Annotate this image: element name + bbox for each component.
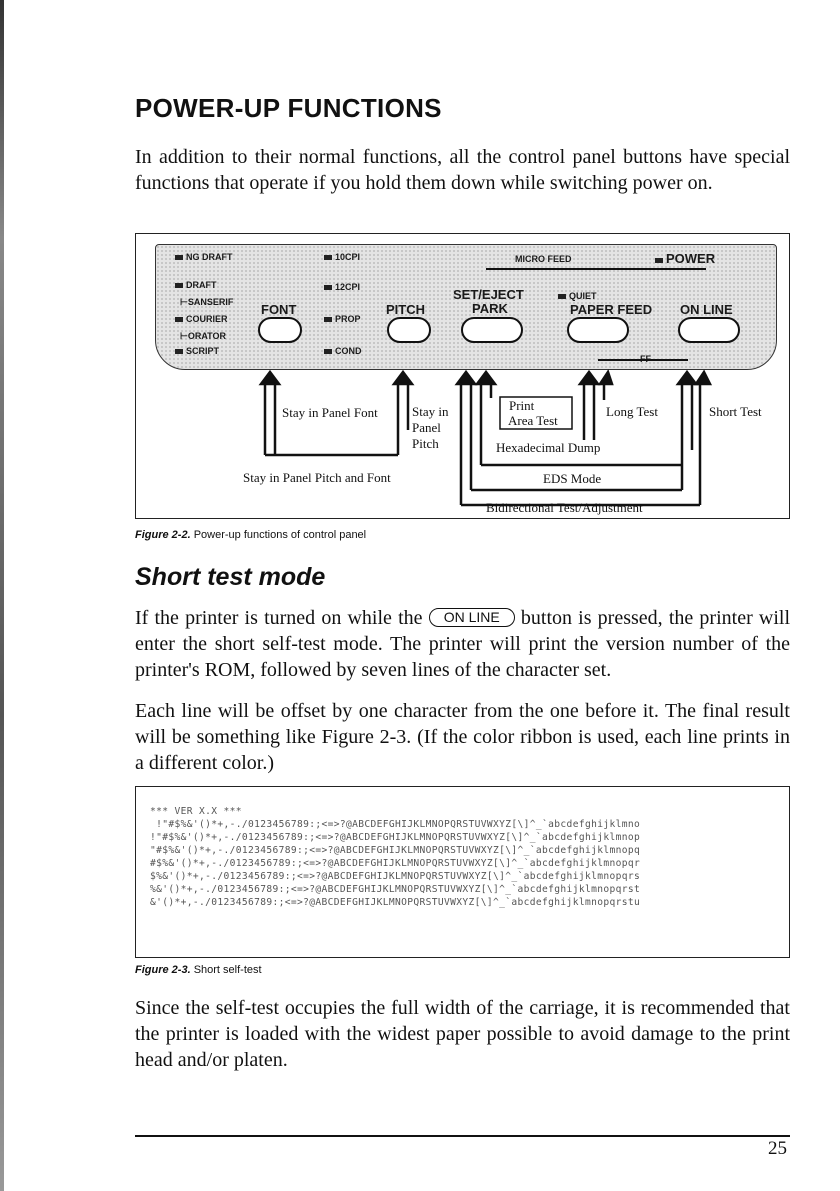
stay-panel-font-label: Stay in Panel Font <box>282 405 378 420</box>
printout-line: !"#$%&'()*+,-./0123456789:;<=>?@ABCDEFGHIJKLMNOPQRSTUVWXYZ[\]^_`abcdefghijklmnop <box>150 832 641 843</box>
section-title: Short test mode <box>135 563 326 591</box>
print-label: Print <box>509 398 535 413</box>
font-button-label: FONT <box>261 302 297 317</box>
indicator-draft: DRAFT <box>175 280 217 290</box>
indicator-10cpi: 10CPI <box>324 252 360 262</box>
indicator-courier: COURIER <box>175 314 228 324</box>
long-test-label: Long Test <box>606 404 658 419</box>
hex-dump-label: Hexadecimal Dump <box>496 440 601 455</box>
on-line-button-inline: ON LINE <box>429 608 515 627</box>
indicator-script: SCRIPT <box>175 346 219 356</box>
bidirectional-label: Bidirectional Test/Adjustment <box>486 500 643 515</box>
indicator-quiet: QUIET <box>558 291 597 301</box>
printout-line: !"#$%&'()*+,-./0123456789:;<=>?@ABCDEFGHIJKLMNOPQRSTUVWXYZ[\]^_`abcdefghijklmno <box>150 819 641 830</box>
closing-paragraph: Since the self-test occupies the full width of the carriage, it is recommended that the printer is loaded with the widest paper possible to avoid damage to the print head and/or platen. <box>135 997 790 1071</box>
indicator-sanserif: ⊢SANSERIF <box>180 297 234 307</box>
printout-line: $%&'()*+,-./0123456789:;<=>?@ABCDEFGHIJKLMNOPQRSTUVWXYZ[\]^_`abcdefghijklmnopqrs <box>150 871 641 882</box>
pitch-button-label: PITCH <box>386 302 425 317</box>
area-test-label: Area Test <box>508 413 558 428</box>
short-test-label: Short Test <box>709 404 762 419</box>
indicator-prop: PROP <box>324 314 361 324</box>
micro-feed-label: MICRO FEED <box>515 254 572 264</box>
printout-line: *** VER X.X *** <box>150 806 242 817</box>
indicator-orator: ⊢ORATOR <box>180 331 227 341</box>
page-number: 25 <box>768 1138 787 1159</box>
figure1-caption: Figure 2-2. Power-up functions of control panel <box>135 529 367 541</box>
page-title: POWER-UP FUNCTIONS <box>135 93 442 123</box>
set-eject-button-label: SET/EJECT <box>453 287 524 302</box>
self-test-printout <box>150 805 640 909</box>
power-label: POWER <box>655 251 715 266</box>
paper-feed-button-label: PAPER FEED <box>570 302 653 317</box>
figure2-caption: Figure 2-3. Short self-test <box>135 964 262 976</box>
printout-line: "#$%&'()*+,-./0123456789:;<=>?@ABCDEFGHIJKLMNOPQRSTUVWXYZ[\]^_`abcdefghijklmnopq <box>150 845 641 856</box>
printout-line: #$%&'()*+,-./0123456789:;<=>?@ABCDEFGHIJKLMNOPQRSTUVWXYZ[\]^_`abcdefghijklmnopqr <box>150 858 641 869</box>
eds-mode-label: EDS Mode <box>543 471 602 486</box>
indicator-cond: COND <box>324 346 362 356</box>
stay-pitch-font-label: Stay in Panel Pitch and Font <box>243 470 391 485</box>
printout-line: &'()*+,-./0123456789:;<=>?@ABCDEFGHIJKLMNOPQRSTUVWXYZ[\]^_`abcdefghijklmnopqrstu <box>150 897 641 908</box>
offset-paragraph: Each line will be offset by one character from the one before it. The final result will be something like Figure 2-3. (If the color ribbon is used, each line prints in a different color.) <box>135 700 790 774</box>
park-button-label: PARK <box>472 301 508 316</box>
indicator-12cpi: 12CPI <box>324 282 360 292</box>
on-line-button-label: ON LINE <box>680 302 733 317</box>
footer-rule <box>135 1135 790 1137</box>
indicator-ng-draft: NG DRAFT <box>175 252 233 262</box>
stay-panel-pitch-label: Stay in Panel Pitch <box>412 404 449 451</box>
short-test-paragraph: If the printer is turned on while the ON LINE button is pressed, the printer will enter the short self-test mode. The printer will print the version number of the printer's ROM, followed by seven lines of the character set. <box>135 607 791 681</box>
intro-paragraph: In addition to their normal functions, all the control panel buttons have special functions that operate if you hold them down while switching power on. <box>135 146 790 194</box>
printout-line: %&'()*+,-./0123456789:;<=>?@ABCDEFGHIJKLMNOPQRSTUVWXYZ[\]^_`abcdefghijklmnopqrst <box>150 884 641 895</box>
